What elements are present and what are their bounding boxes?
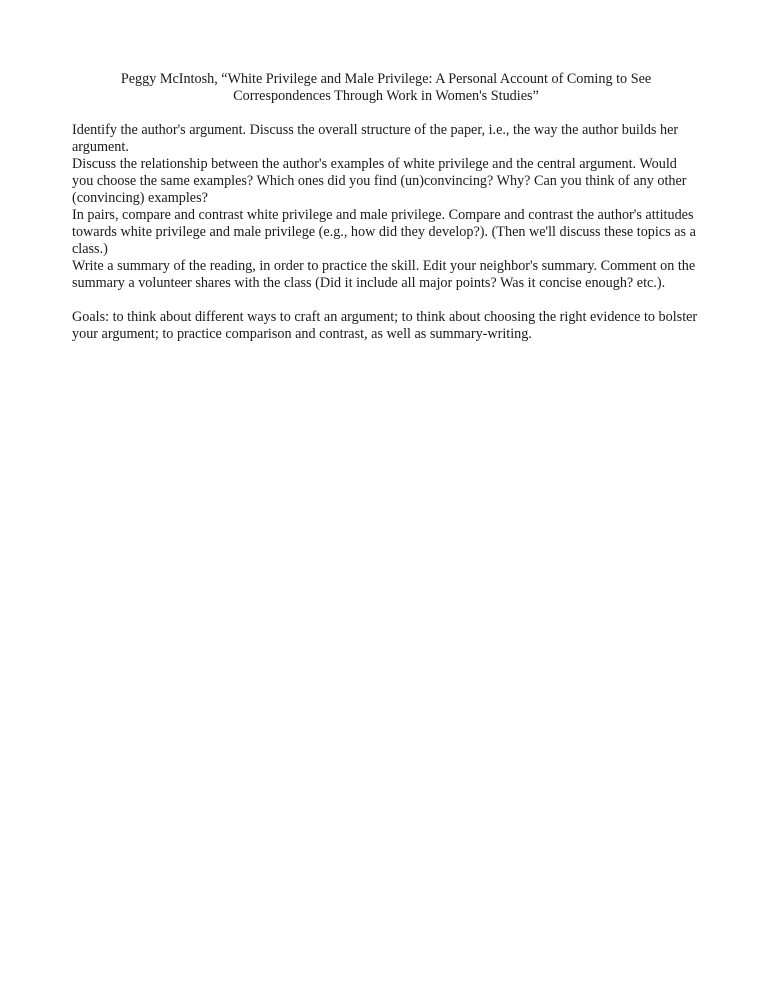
task-paragraph-2: Discuss the relationship between the author's examples of white privilege and the central argument. Would you choose the same examples? Which ones did you find (un)convincing? Why? Can you think of any other (convincing) examples? (72, 156, 687, 206)
task-list (72, 122, 700, 292)
goals-paragraph: Goals: to think about different ways to craft an argument; to think about choosing the right evidence to bolster your argument; to practice comparison and contrast, as well as summary-writing. (72, 309, 698, 342)
document-title (72, 71, 700, 105)
title-line-1: Peggy McIntosh, “White Privilege and Male Privilege: A Personal Account of Coming to See (120, 71, 652, 87)
task-paragraph-4: Write a summary of the reading, in order to practice the skill. Edit your neighbor's summary. Comment on the summary a volunteer shares with the class (Did it include all major points? Was it concise enough? etc.). (72, 258, 696, 291)
task-paragraph-1: Identify the author's argument. Discuss the overall structure of the paper, i.e., the way the author builds her argument. (72, 122, 679, 155)
title-line-2: Correspondences Through Work in Women's Studies” (233, 88, 539, 104)
task-paragraph-3: In pairs, compare and contrast white privilege and male privilege. Compare and contrast the author's attitudes towards white privilege and male privilege (e.g., how did they develop?). (Then we'll discuss these topics as a class.) (72, 207, 696, 257)
document-page (72, 71, 700, 343)
